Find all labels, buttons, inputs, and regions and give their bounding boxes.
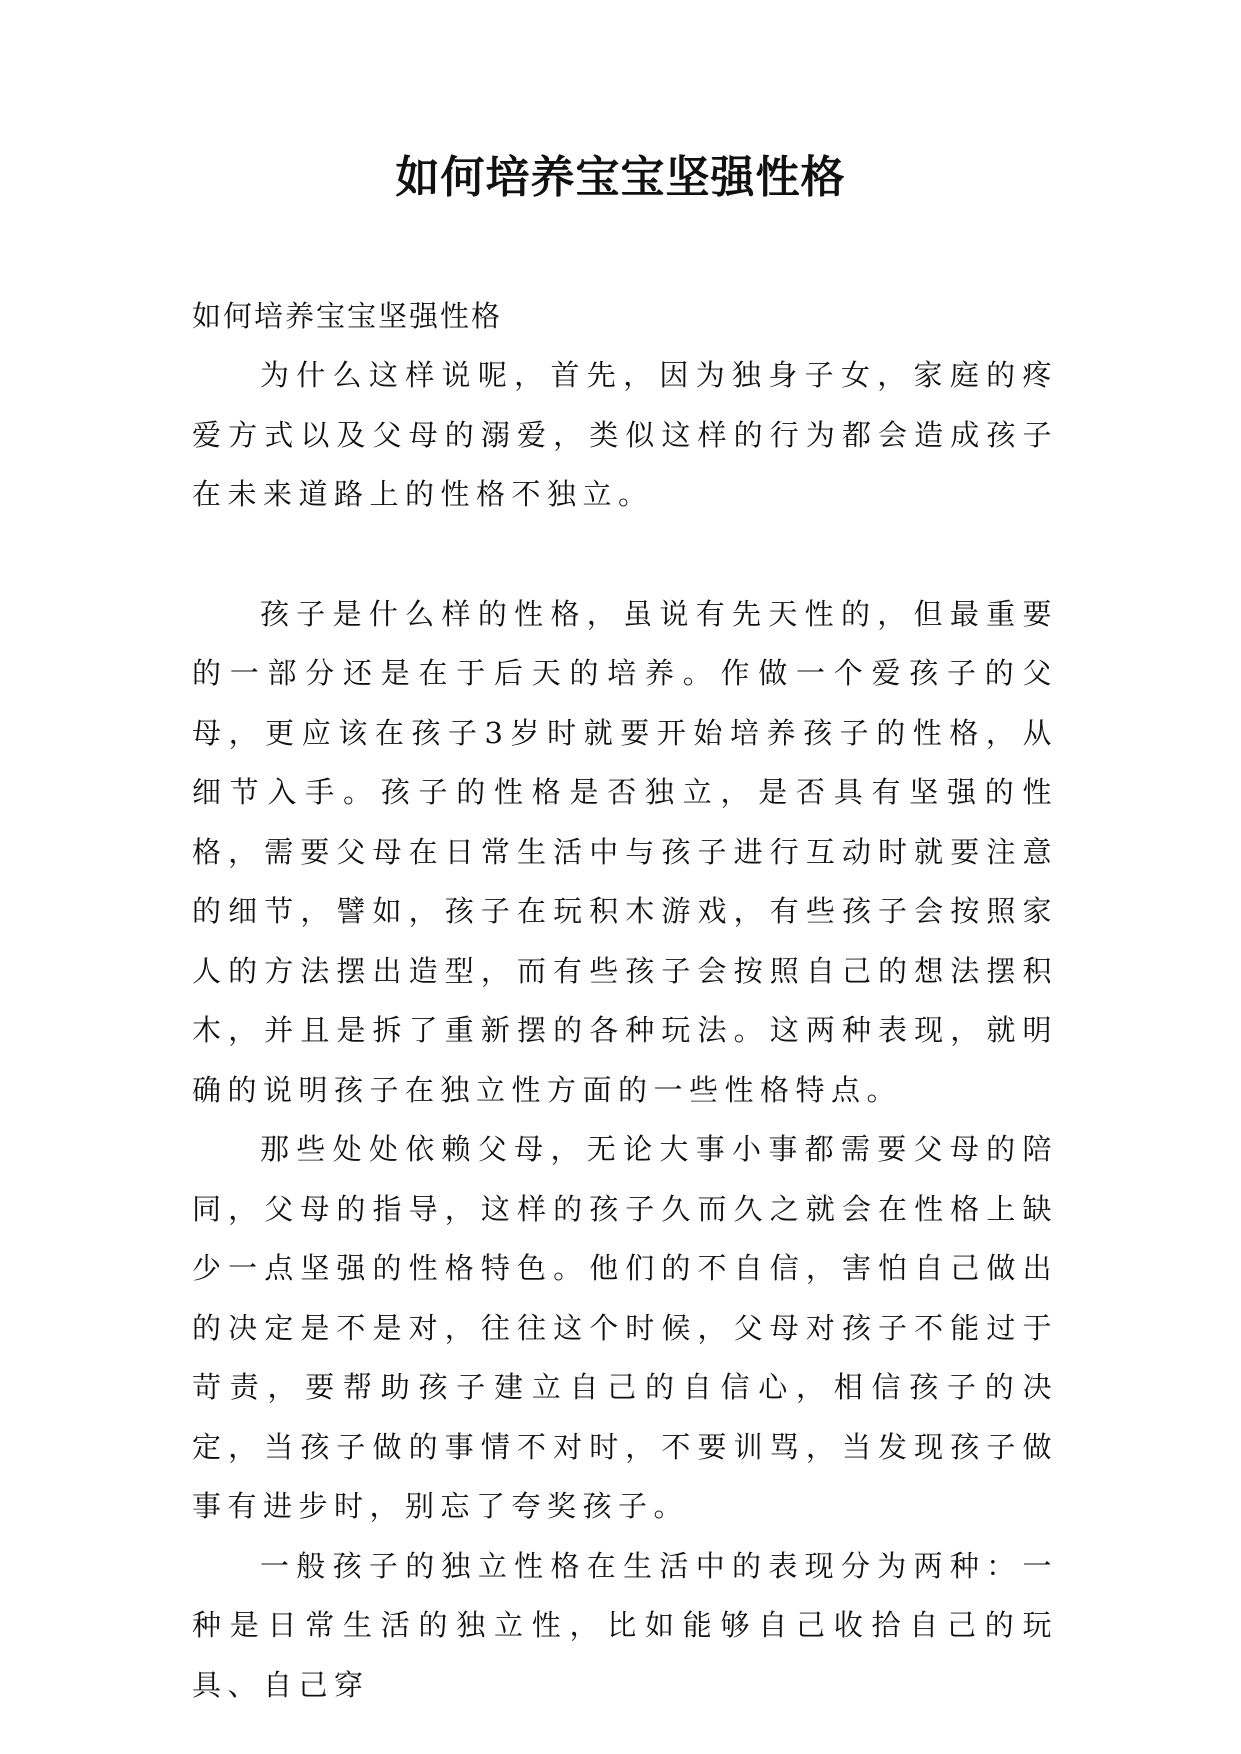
- paragraph-4: 一般孩子的独立性格在生活中的表现分为两种：一种是日常生活的独立性，比如能够自己收拾自己的玩具、自己穿: [192, 1548, 1058, 1702]
- paragraph-3: 那些处处依赖父母，无论大事小事都需要父母的陪同，父母的指导，这样的孩子久而久之就会在性格上缺少一点坚强的性格特色。他们的不自信，害怕自己做出的决定是不是对，往往这个时候，父母对孩子不能过于苛责，要帮助孩子建立自己的自信心，相信孩子的决定，当孩子做的事情不对时，不要训骂，当发现孩子做事有进步时，别忘了夸奖孩子。: [192, 1132, 1058, 1523]
- paragraph-1: 为什么这样说呢，首先，因为独身子女，家庭的疼爱方式以及父母的溺爱，类似这样的行为都会造成孩子在未来道路上的性格不独立。: [192, 358, 1058, 511]
- document-subtitle: 如何培养宝宝坚强性格: [192, 299, 503, 333]
- paragraph-spacer: [192, 525, 1058, 585]
- document-title: 如何培养宝宝坚强性格: [395, 152, 846, 203]
- document-body: [192, 286, 1058, 1715]
- paragraph-2: 孩子是什么样的性格，虽说有先天性的，但最重要的一部分还是在于后天的培养。作做一个爱孩子的父母，更应该在孩子3岁时就要开始培养孩子的性格，从细节入手。孩子的性格是否独立，是否具有坚强的性格，需要父母在日常生活中与孩子进行互动时就要注意的细节，譬如，孩子在玩积木游戏，有些孩子会按照家人的方法摆出造型，而有些孩子会按照自己的想法摆积木，并且是拆了重新摆的各种玩法。这两种表现，就明确的说明孩子在独立性方面的一些性格特点。: [192, 596, 1058, 1107]
